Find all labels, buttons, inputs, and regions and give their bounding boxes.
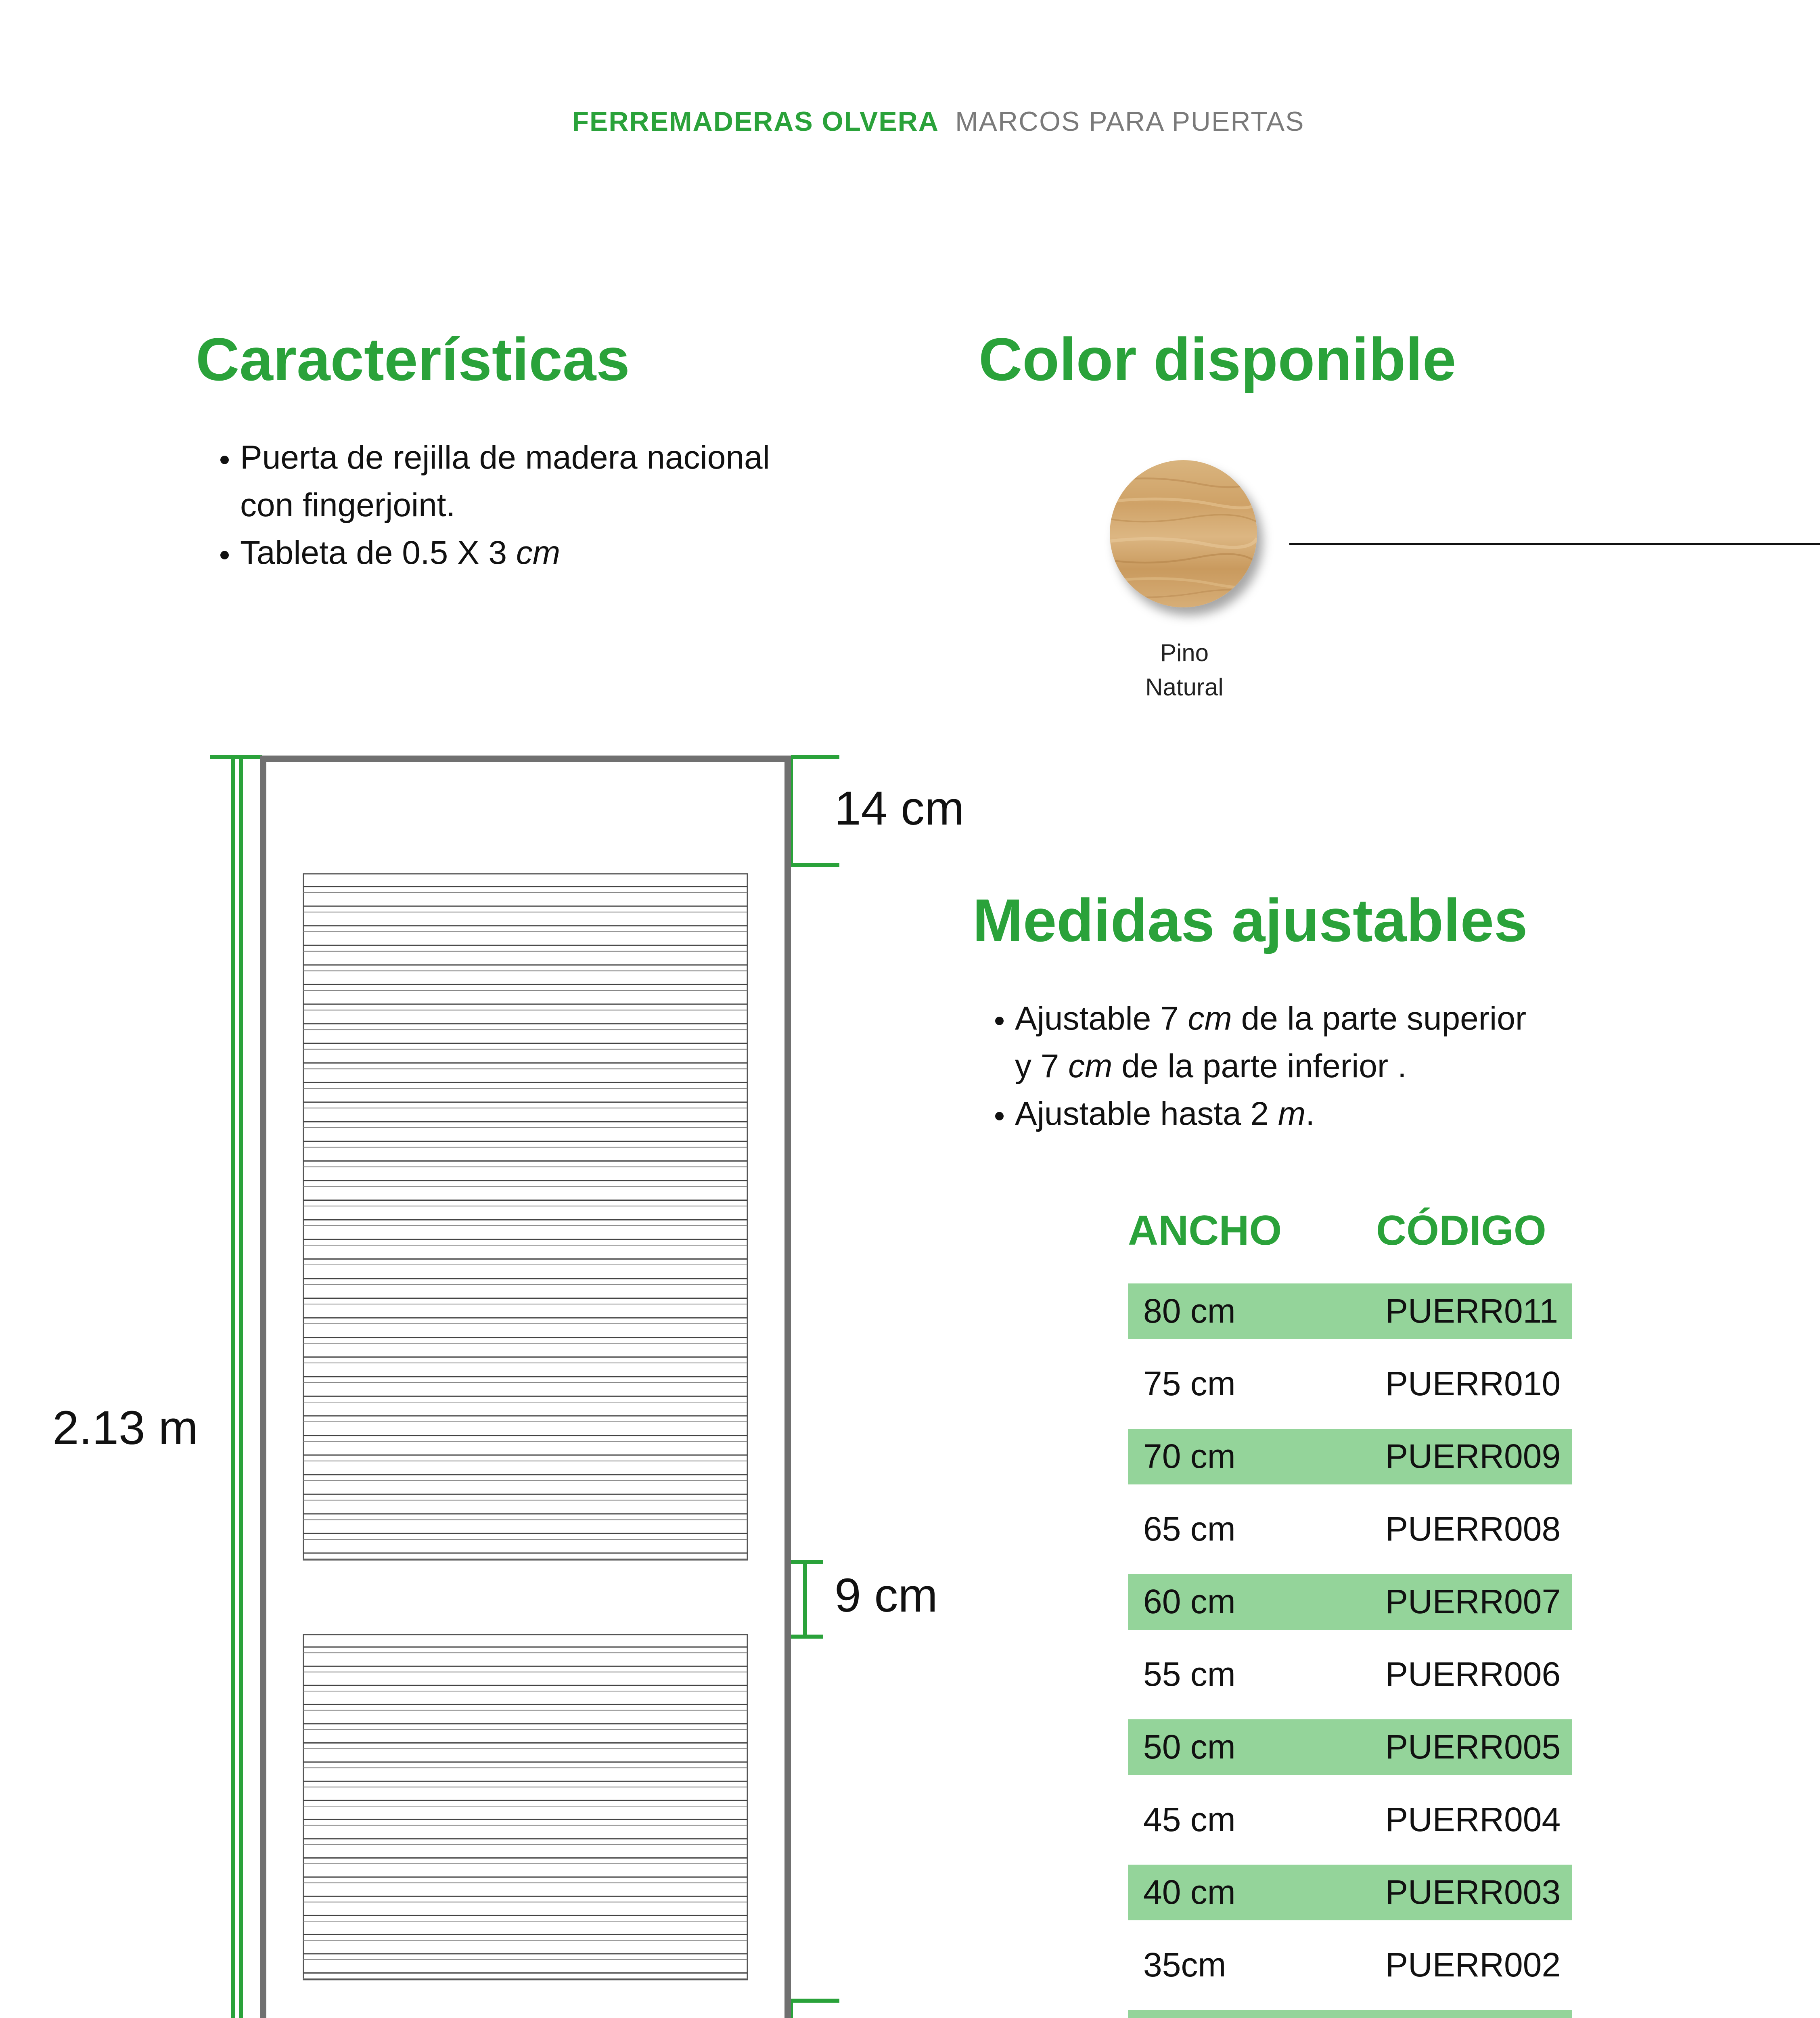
swatch-label: Pino Natural	[1145, 639, 1224, 701]
codigo-cell: PUERR006	[1385, 1655, 1561, 1693]
door-drawing	[0, 747, 888, 2018]
table-row	[1128, 1792, 1572, 1848]
table-row	[1128, 1501, 1572, 1557]
color-title: Color disponible	[979, 325, 1456, 393]
ancho-cell: 75 cm	[1143, 1365, 1236, 1403]
table-row	[1128, 1937, 1572, 1993]
ancho-cell: 80 cm	[1143, 1292, 1236, 1330]
table-row	[1128, 1719, 1572, 1775]
medidas-title: Medidas ajustables	[973, 886, 1528, 954]
ancho-cell: 55 cm	[1143, 1655, 1236, 1693]
codigo-cell: PUERR005	[1385, 1728, 1561, 1766]
brand-name: FERREMADERAS OLVERA	[572, 106, 939, 137]
list-item: • Puerta de rejilla de madera nacional con fingerjoint.	[240, 434, 987, 529]
table-row	[1128, 1574, 1572, 1630]
table-row	[1128, 1865, 1572, 1920]
table-row	[1128, 1283, 1572, 1339]
ancho-cell: 40 cm	[1143, 1873, 1236, 1911]
wood-swatch	[1110, 460, 1257, 607]
codigo-cell: PUERR007	[1385, 1583, 1561, 1620]
upper-louver-panel	[303, 874, 747, 1560]
table-row	[1128, 1647, 1572, 1702]
ancho-cell: 35cm	[1143, 1946, 1226, 1984]
column-header-codigo: CÓDIGO	[1376, 1207, 1546, 1254]
swatch-divider-line	[1289, 543, 1820, 545]
medidas-list	[971, 995, 1761, 1138]
lower-louver-panel	[303, 1635, 747, 1980]
list-item: • Tableta de 0.5 X 3 cm	[240, 529, 987, 577]
list-item: • Ajustable hasta 2 m.	[1015, 1090, 1761, 1138]
table-row	[1128, 1429, 1572, 1484]
ancho-cell: 65 cm	[1143, 1510, 1236, 1548]
codigo-cell: PUERR010	[1385, 1365, 1561, 1403]
louver-panel-border	[303, 874, 747, 1560]
ancho-cell: 70 cm	[1143, 1437, 1236, 1475]
list-item: • Ajustable 7 cm de la parte superior y 7 cm de la parte inferior .	[1015, 995, 1761, 1090]
codigo-cell: PUERR003	[1385, 1873, 1561, 1911]
codigo-cell: PUERR004	[1385, 1800, 1561, 1838]
table-row	[1128, 1356, 1572, 1412]
page-header	[0, 106, 1820, 137]
codigo-cell: PUERR009	[1385, 1437, 1561, 1475]
codigo-cell: PUERR002	[1385, 1946, 1561, 1984]
ancho-cell: 60 cm	[1143, 1583, 1236, 1620]
caracteristicas-list	[196, 434, 987, 577]
top-rail-label: 14 cm	[835, 782, 964, 835]
middle-rail-label: 9 cm	[835, 1569, 938, 1622]
table-row	[1128, 2010, 1572, 2018]
door-height-label: 2.13 m	[52, 1401, 198, 1455]
codigo-cell: PUERR011	[1385, 1292, 1558, 1330]
ancho-cell: 45 cm	[1143, 1800, 1236, 1838]
caracteristicas-title: Características	[196, 325, 630, 393]
codigo-cell: PUERR008	[1385, 1510, 1561, 1548]
section-name: MARCOS PARA PUERTAS	[955, 106, 1305, 137]
column-header-ancho: ANCHO	[1128, 1207, 1282, 1254]
ancho-cell: 50 cm	[1143, 1728, 1236, 1766]
louver-panel-border	[303, 1635, 747, 1980]
